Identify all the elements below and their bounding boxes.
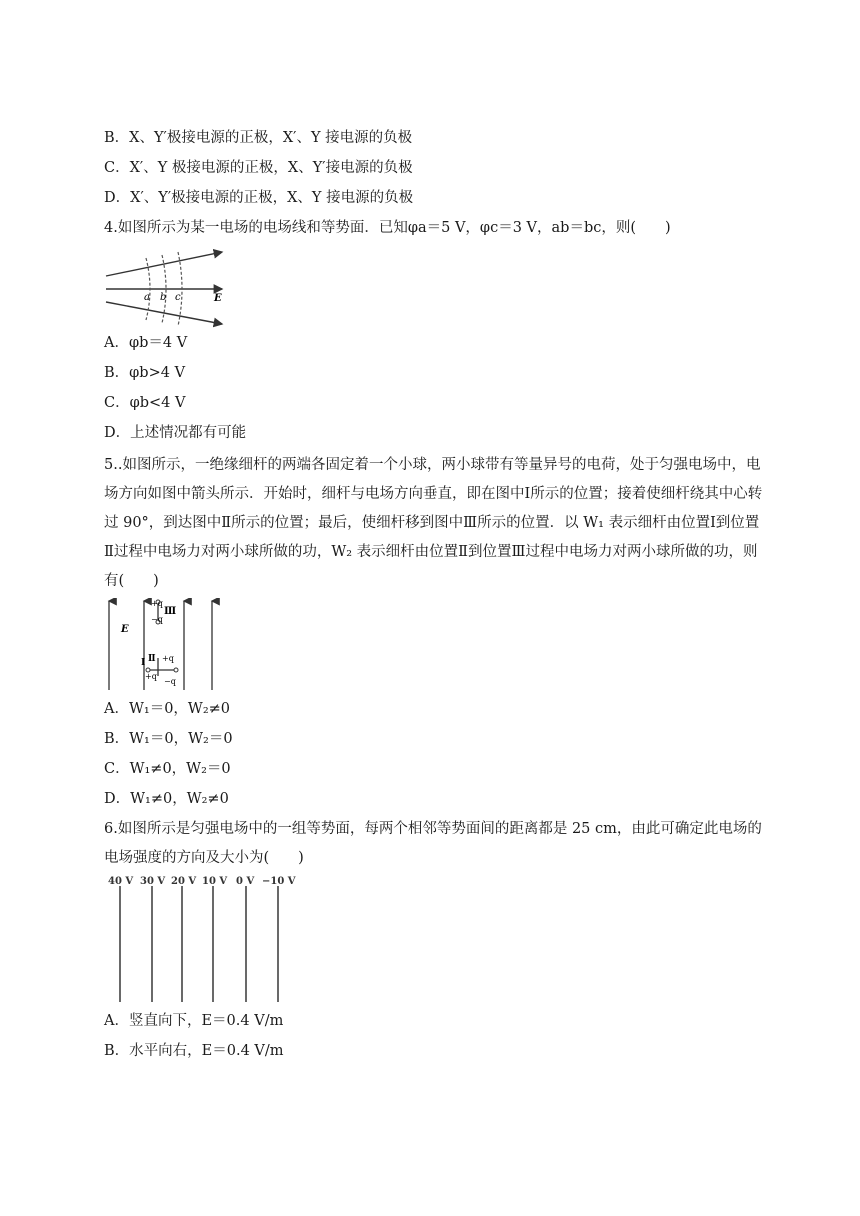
- q6-potential-label: 10 V: [202, 876, 228, 887]
- q4-label-a: a: [144, 292, 150, 303]
- q5-label-plus-q-top: +q: [151, 599, 163, 608]
- q5-label-plus-q-mid: +q: [162, 654, 174, 663]
- q5-label-e: E: [121, 624, 129, 635]
- q6-option-a: A．竖直向下，E＝0.4 V/m: [104, 1013, 284, 1029]
- q5-label-plus-q-bottom: +q: [145, 672, 157, 681]
- q4-option-a: A．φb＝4 V: [104, 335, 188, 351]
- q6-equipotential-figure: [104, 872, 304, 1004]
- q5-label-minus-q-top: −q: [151, 615, 163, 624]
- q4-option-c: C．φb<4 V: [104, 395, 186, 411]
- q5-stem: 5..如图所示，一绝缘细杆的两端各固定着一个小球，两小球带有等量异号的电荷，处于匀强电场中，电场方向如图中箭头所示．开始时，细杆与电场方向垂直，即在图中Ⅰ所示的位置；接着使细杆绕其中心转过 90°，到达图中Ⅱ所示的位置；最后，使细杆移到图中Ⅲ所示的位置．以 W₁ 表示细杆由位置Ⅰ到位置Ⅱ过程中电场力对两小球所做的功，W₂ 表示细杆由位置Ⅱ到位置Ⅲ过程中电场力对两小球所做的功，则有( ): [104, 457, 763, 589]
- q3-option-c: C．X′、Y 极接电源的正极，X、Y′接电源的负极: [104, 160, 413, 176]
- q4-field-line-top: [106, 252, 222, 276]
- q6-potential-label: 0 V: [236, 876, 255, 887]
- q5-field-figure: [104, 598, 220, 692]
- q6-option-b: B．水平向右，E＝0.4 V/m: [104, 1043, 284, 1059]
- q5-label-pos3: Ⅲ: [164, 606, 177, 617]
- q5-option-a: A．W₁＝0，W₂≠0: [104, 701, 231, 717]
- q4-label-b: b: [160, 292, 167, 303]
- q5-label-minus-q-bottom: −q: [164, 677, 176, 686]
- q4-option-d: D．上述情况都有可能: [104, 425, 247, 441]
- q5-label-pos1: Ⅰ: [141, 658, 146, 668]
- q6-potential-label: 40 V: [108, 876, 134, 887]
- q3-option-d: D．X′、Y′极接电源的正极，X、Y 接电源的负极: [104, 190, 414, 206]
- q6-potential-label: 30 V: [140, 876, 166, 887]
- q5-option-c: C．W₁≠0，W₂＝0: [104, 761, 231, 777]
- q4-label-e: E: [214, 293, 222, 304]
- q4-field-line-bottom: [106, 302, 222, 324]
- q5-option-d: D．W₁≠0，W₂≠0: [104, 791, 229, 807]
- q5-label-pos2: Ⅱ: [148, 654, 156, 664]
- q4-field-figure: [104, 244, 228, 328]
- q4-option-b: B．φb>4 V: [104, 365, 186, 381]
- q6-potential-label: −10 V: [262, 876, 296, 887]
- q6-potential-label: 20 V: [171, 876, 197, 887]
- q3-option-b: B．X、Y′极接电源的正极，X′、Y 接电源的负极: [104, 130, 413, 146]
- q5-ball-right: [174, 668, 178, 672]
- q5-option-b: B．W₁＝0，W₂＝0: [104, 731, 233, 747]
- q6-stem: 6.如图所示是匀强电场中的一组等势面，每两个相邻等势面间的距离都是 25 cm，由此可确定此电场的电场强度的方向及大小为( ): [104, 821, 762, 866]
- q4-stem: 4.如图所示为某一电场的电场线和等势面．已知φa＝5 V，φc＝3 V，ab＝bc，则( ): [104, 220, 671, 236]
- q4-label-c: c: [175, 292, 181, 303]
